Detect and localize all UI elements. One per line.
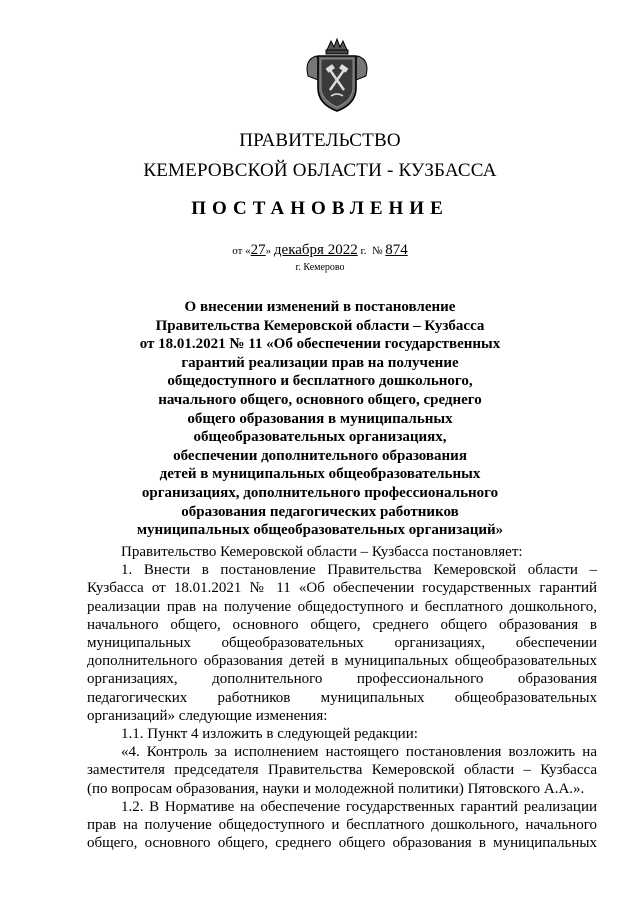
body-line: дополнительного образования детей в муниципальных общеобразовательных <box>87 653 597 670</box>
body-line: муниципальных общеобразовательных организациях, обеспечении <box>87 635 597 652</box>
body-line: 1.1. Пункт 4 изложить в следующей редакции: <box>121 726 418 743</box>
subject-line: организациях, дополнительного профессионального <box>141 484 499 501</box>
body-line: Кузбасса от 18.01.2021 № 11 «Об обеспечении государственных гарантий <box>87 580 597 597</box>
body-line: прав на получение общедоступного и бесплатного дошкольного, начального <box>87 817 597 834</box>
subject-line: гарантий реализации прав на получение <box>181 354 459 371</box>
city-label: г. Кемерово <box>295 262 345 273</box>
document-number: 874 <box>385 242 408 258</box>
date-prefix: от « <box>232 245 251 257</box>
subject-line: образования педагогических работников <box>181 503 459 520</box>
subject-line: общеобразовательных организациях, <box>193 429 447 446</box>
subject-line: О внесении изменений в постановление <box>184 299 456 315</box>
body-line: 1. Внести в постановление Правительства Кемеровской области – <box>121 562 597 579</box>
subject-line: общего образования в муниципальных <box>187 410 453 427</box>
date-month-year: декабря 2022 <box>273 242 358 258</box>
body-line: (по вопросам образования, науки и молодежной политики) Пятовского А.А.». <box>87 780 585 797</box>
subject-line: начального общего, основного общего, среднего <box>158 391 482 408</box>
government-title-line1: ПРАВИТЕЛЬСТВО <box>239 130 401 151</box>
body-line: организаций» следующие изменения: <box>87 707 328 724</box>
government-title-line2: КЕМЕРОВСКОЙ ОБЛАСТИ - КУЗБАССА <box>143 160 497 181</box>
document-type-heading: ПОСТАНОВЛЕНИЕ <box>191 198 449 219</box>
coat-of-arms-emblem <box>298 36 376 114</box>
subject-line: от 18.01.2021 № 11 «Об обеспечении государственных <box>139 336 501 353</box>
document-body <box>87 543 597 852</box>
body-line: педагогических работников муниципальных общеобразовательных <box>87 689 597 706</box>
body-line: «4. Контроль за исполнением настоящего постановления возложить на <box>121 744 597 761</box>
subject-line: обеспечении дополнительного образования <box>173 447 467 464</box>
subject-line: Правительства Кемеровской области – Кузбасса <box>155 317 485 334</box>
body-line: Правительство Кемеровской области – Кузбасса постановляет: <box>121 544 523 560</box>
body-line: заместителя председателя Правительства Кемеровской области – Кузбасса <box>87 762 597 779</box>
document-subject-title <box>130 298 510 540</box>
date-day: 27 <box>250 242 266 258</box>
subject-line: общедоступного и бесплатного дошкольного, <box>167 373 473 390</box>
body-line: начального общего, основного общего, среднего общего образования в <box>87 616 597 633</box>
body-line: 1.2. В Нормативе на обеспечение государственных гарантий реализации <box>121 798 597 815</box>
body-line: организациях, дополнительного профессионального образования <box>87 671 597 688</box>
subject-line: детей в муниципальных общеобразовательных <box>159 466 481 483</box>
subject-line: муниципальных общеобразовательных организаций» <box>136 522 504 539</box>
number-prefix: № <box>372 245 383 257</box>
date-suffix: г. <box>360 245 367 257</box>
body-line: общего, основного общего, среднего общего образования в муниципальных <box>87 835 597 852</box>
body-line: реализации прав на получение общедоступного и бесплатного дошкольного, <box>87 598 597 615</box>
date-mid: » <box>265 245 272 257</box>
date-number-line <box>0 242 640 259</box>
